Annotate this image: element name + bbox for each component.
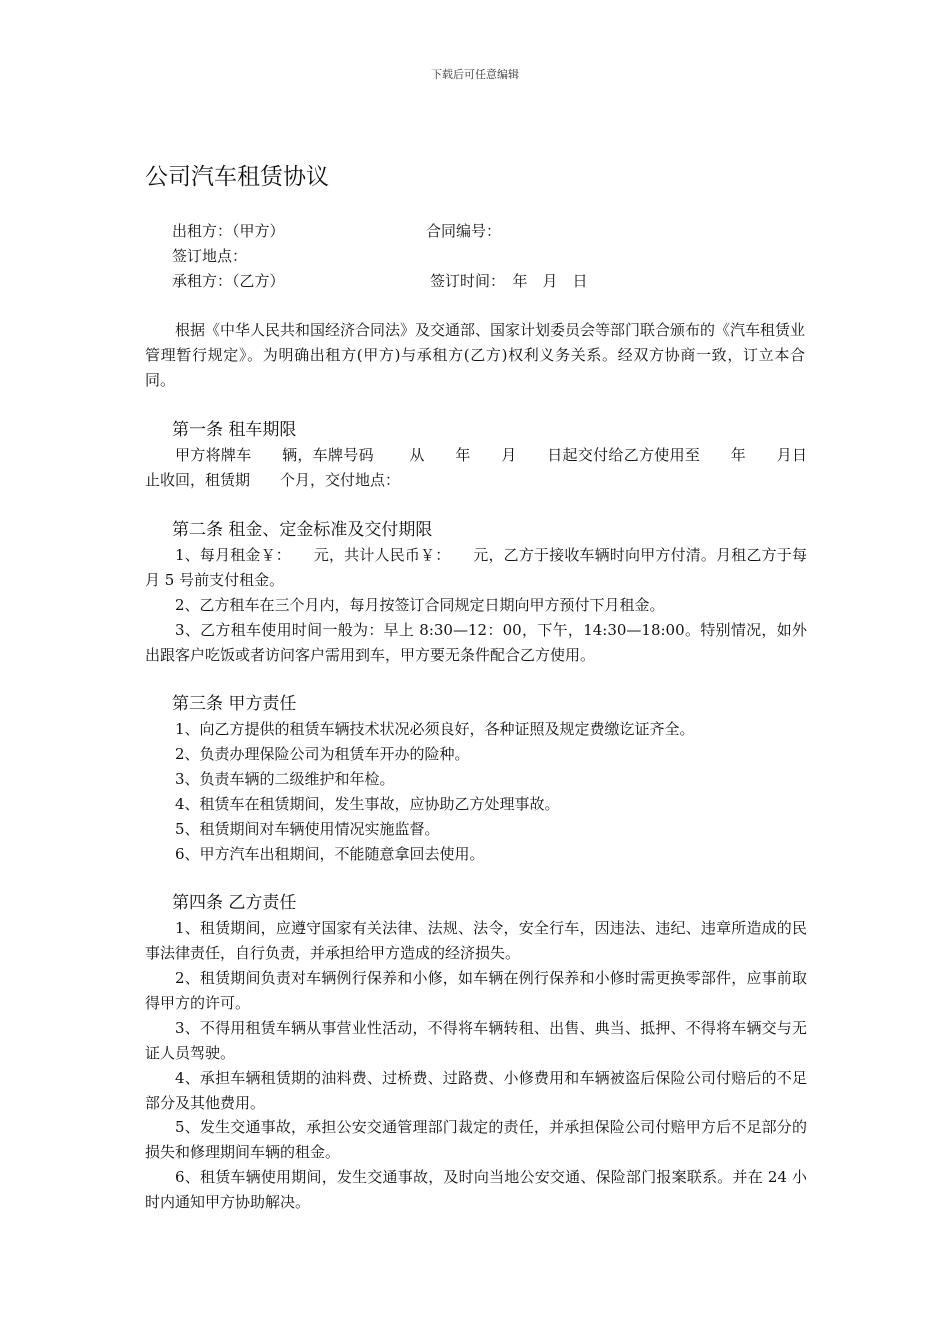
- article-2-heading: 第二条 租金、定金标准及交付期限: [172, 520, 433, 540]
- article-4-item-6: 6、租赁车辆使用期间，发生交通事故，及时向当地公安交通、保险部门报案联系。并在 24 小时内通知甲方协助解决。: [145, 1168, 807, 1211]
- article-3-item-5: 5、租赁期间对车辆使用情况实施监督。: [175, 820, 440, 838]
- article-1-item-1: 甲方将牌车 辆，车牌号码 从 年 月 日起交付给乙方使用至 年 月日止收回，租赁期 个月，交付地点：: [145, 446, 807, 489]
- article-2-item-2: 2、乙方租车在三个月内，每月按签订合同规定日期向甲方预付下月租金。: [175, 596, 665, 614]
- sign-place-label: 签订地点：: [172, 247, 248, 265]
- preamble-text: 根据《中华人民共和国经济合同法》及交通部、国家计划委员会等部门联合颁布的《汽车租赁业管理暂行规定》。为明确出租方(甲方)与承租方(乙方)权利义务关系。经双方协商一致，订立本合同。: [145, 321, 806, 389]
- article-2-item-3: 3、乙方租车使用时间一般为：早上 8:30—12：00，下午，14:30—18:00。特别情况，如外出跟客户吃饭或者访问客户需用到车，甲方要无条件配合乙方使用。: [145, 621, 807, 664]
- preamble: [145, 318, 805, 393]
- lessor-label: 出租方：（甲方）: [172, 222, 285, 240]
- article-3-heading: 第三条 甲方责任: [172, 694, 297, 714]
- article-1-heading: 第一条 租车期限: [172, 420, 297, 440]
- article-3-item-3: 3、负责车辆的二级维护和年检。: [175, 770, 395, 788]
- document-title: 公司汽车租赁协议: [145, 164, 329, 190]
- sign-time-label: 签订时间： 年 月 日: [430, 272, 588, 290]
- article-3-item-2: 2、负责办理保险公司为租赁车开办的险种。: [175, 745, 470, 763]
- article-3-item-4: 4、租赁车在租赁期间，发生事故，应协助乙方处理事故。: [175, 795, 560, 813]
- article-3-item-1: 1、向乙方提供的租赁车辆技术状况必须良好，各种证照及规定费缴讫证齐全。: [175, 720, 695, 738]
- lessee-label: 承租方：（乙方）: [172, 272, 285, 290]
- article-2-item-1: 1、每月租金￥： 元，共计人民币￥： 元，乙方于接收车辆时向甲方付清。月租乙方于每月 5 号前支付租金。: [145, 546, 807, 589]
- header-note: 下载后可任意编辑: [431, 68, 519, 81]
- article-4-item-5: 5、发生交通事故，承担公安交通管理部门裁定的责任，并承担保险公司付赔甲方后不足部分的损失和修理期间车辆的租金。: [145, 1118, 807, 1161]
- article-4-item-2: 2、租赁期间负责对车辆例行保养和小修，如车辆在例行保养和小修时需更换零部件，应事前取得甲方的许可。: [145, 969, 807, 1012]
- article-3-item-6: 6、甲方汽车出租期间，不能随意拿回去使用。: [175, 845, 485, 863]
- article-4-heading: 第四条 乙方责任: [172, 893, 297, 913]
- contract-number-label: 合同编号：: [426, 222, 502, 240]
- article-4-item-3: 3、不得用租赁车辆从事营业性活动，不得将车辆转租、出售、典当、抵押、不得将车辆交与无证人员驾驶。: [145, 1019, 807, 1062]
- article-4-item-1: 1、租赁期间，应遵守国家有关法律、法规、法令，安全行车，因违法、违纪、违章所造成的民事法律责任，自行负责，并承担给甲方造成的经济损失。: [145, 919, 807, 962]
- article-4-item-4: 4、承担车辆租赁期的油料费、过桥费、过路费、小修费用和车辆被盗后保险公司付赔后的不足部分及其他费用。: [145, 1069, 807, 1112]
